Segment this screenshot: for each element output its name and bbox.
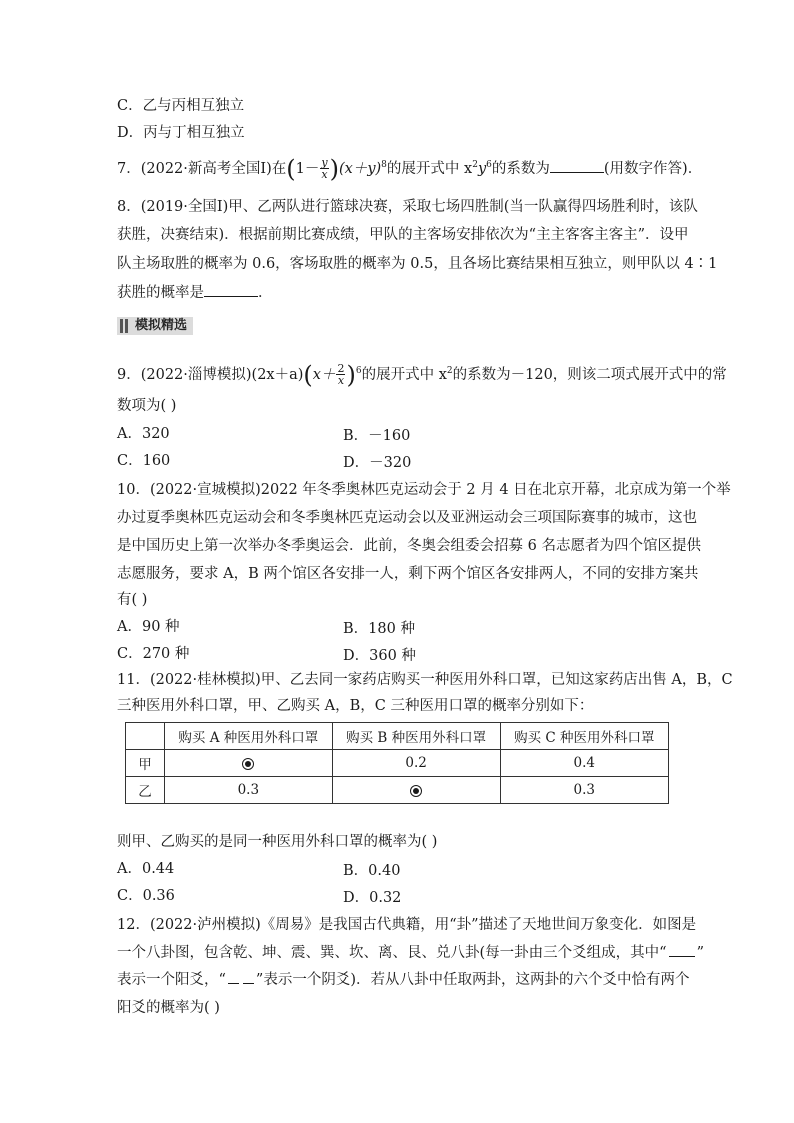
table-row [126,750,669,777]
q11-option-b[interactable]: B．0.40 [343,863,401,879]
q7-frac-den: x [321,168,328,182]
q8-line-3: 队主场取胜的概率为 0.6，客场取胜的概率为 0.5，且各场比赛结果相互独立，则甲队以 4∶1 [117,256,718,272]
q7-suffix: 的系数为 [491,160,550,177]
q9-fraction [336,363,345,386]
table-header-cell: 购买 C 种医用外科口罩 [500,723,668,750]
q12-line2-suffix: ” [696,945,704,961]
q10-line-5: 有( ) [117,592,148,608]
q6-option-c: C．乙与丙相互独立 [117,98,245,114]
q9-exp: 6 [355,366,362,376]
q7-answer-blank[interactable] [550,158,604,173]
q8-line4-suffix: ． [258,285,273,301]
q10-line-1: 10．(2022·宣城模拟)2022 年冬季奥林匹克运动会于 2 月 4 日在北京开幕，北京成为第一个举 [117,482,731,498]
table-row [126,777,669,804]
table-cell: 0.4 [500,750,668,777]
table-header-cell: 购买 B 种医用外科口罩 [332,723,500,750]
q9-suffix: 的系数为－120，则该二项式展开式中的常 [452,366,727,383]
q9-option-a[interactable]: A．320 [117,426,170,442]
q9-paren-close: ) [346,360,356,389]
q8-line4-prefix: 获胜的概率是 [117,285,204,301]
q12-line-1: 12．(2022·泸州模拟)《周易》是我国古代典籍，用“卦”描述了天地世间万象变化．如图是 [117,917,697,933]
unknown-value-dot-icon [242,758,254,770]
table-header-row [126,723,669,750]
mask-probability-table [125,722,669,804]
q10-option-c[interactable]: C．270 种 [117,646,190,662]
q12-line-2 [117,943,704,963]
q7-paren-close: ) [329,154,339,183]
table-cell: 0.2 [332,750,500,777]
q7-prefix: 7．(2022·新高考全国Ⅰ)在 [117,160,287,177]
q7-frac-num: y [321,156,328,170]
q7-paren-open: ( [286,154,296,183]
section-header-simulation [117,317,193,335]
question-9 [117,360,727,389]
section-bar-icon-2 [125,319,128,333]
yang-line-icon [669,946,695,957]
q12-line2-prefix: 一个八卦图，包含乾、坤、震、巽、坎、离、艮、兑八卦(每一卦由三个爻组成，其中“ [117,945,667,961]
section-label: 模拟精选 [135,318,188,333]
q7-y-exp: 6 [486,160,492,170]
q7-mid: 的展开式中 x [386,160,473,177]
q12-line3-suffix: ”表示一个阴爻)．若从八卦中任取两卦，这两卦的六个爻中恰有两个 [255,972,690,988]
q12-line-3 [117,970,690,990]
q11-option-a[interactable]: A．0.44 [117,861,175,877]
table-cell [165,750,333,777]
q9-option-c[interactable]: C．160 [117,453,171,469]
section-bar-icon [120,319,123,333]
q9-line-2: 数项为( ) [117,398,177,414]
table-header-cell: 购买 A 种医用外科口罩 [165,723,333,750]
q10-option-d[interactable]: D．360 种 [343,648,416,664]
table-header-cell [126,723,165,750]
q8-line-1: 8．(2019·全国Ⅰ)甲、乙两队进行篮球决赛，采取七场四胜制(当一队赢得四场胜利时，该队 [117,199,698,215]
table-cell: 甲 [126,750,165,777]
q8-line-2: 获胜，决赛结束)．根据前期比赛成绩，甲队的主客场安排依次为“主主客客主客主”．设甲 [117,227,689,243]
q11-option-d[interactable]: D．0.32 [343,890,402,906]
q9-option-d[interactable]: D．－320 [343,455,412,471]
q6-option-d: D．丙与丁相互独立 [117,125,245,141]
q11-line-1: 11．(2022·桂林模拟)甲、乙去同一家药店购买一种医用外科口罩，已知这家药店出售 A，B，C [117,672,733,688]
q9-option-b[interactable]: B．－160 [343,428,411,444]
q9-x-plus: x＋ [312,366,336,383]
q7-expr: (x＋y) [338,160,382,177]
table-cell [332,777,500,804]
question-7 [117,154,703,183]
q10-option-b[interactable]: B．180 种 [343,621,415,637]
q10-line-4: 志愿服务，要求 A，B 两个馆区各安排一人，剩下两个馆区各安排两人，不同的安排方案共 [117,566,699,582]
q11-line-3: 则甲、乙购买的是同一种医用外科口罩的概率为( ) [117,834,438,850]
q10-line-2: 办过夏季奥林匹克运动会和冬季奥林匹克运动会以及亚洲运动会三项国际赛事的城市，这也 [117,510,697,526]
table-cell: 0.3 [500,777,668,804]
q9-mid: 的展开式中 x [361,366,447,383]
q8-line-4 [117,282,273,303]
q7-fraction [320,157,328,180]
table-cell: 乙 [126,777,165,804]
q9-frac-num: 2 [337,362,345,376]
q7-one-minus: 1－ [295,160,320,177]
yin-line-icon [228,974,254,984]
q7-y: y [477,160,487,177]
q11-line-2: 三种医用外科口罩，甲、乙购买 A，B，C 三种医用口罩的概率分别如下： [117,698,594,714]
q8-answer-blank[interactable] [204,282,258,297]
q7-exp: 8 [381,160,387,170]
q10-line-3: 是中国历史上第一次举办冬季奥运会．此前，冬奥会组委会招募 6 名志愿者为四个馆区提供 [117,538,701,554]
table-cell: 0.3 [165,777,333,804]
q9-frac-den: x [337,374,345,388]
q9-x-exp: 2 [446,366,453,376]
q12-line3-prefix: 表示一个阳爻，“ [117,972,226,988]
unknown-value-dot-icon [410,785,422,797]
q10-option-a[interactable]: A．90 种 [117,619,180,635]
q9-paren-open: ( [303,360,313,389]
q9-prefix: 9．(2022·淄博模拟)(2x＋a) [117,366,304,383]
q7-tail: (用数字作答)． [603,160,703,177]
q12-line-4: 阳爻的概率为( ) [117,1000,220,1016]
q11-option-c[interactable]: C．0.36 [117,888,175,904]
q7-x-exp: 2 [472,160,478,170]
